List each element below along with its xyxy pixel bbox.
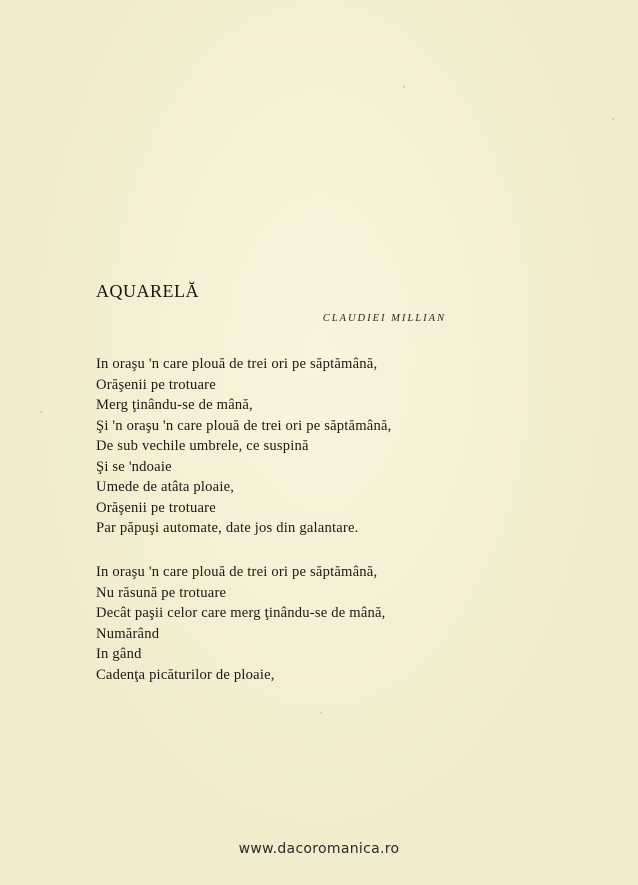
poem-line: Orăşenii pe trotuare bbox=[96, 376, 216, 393]
paper-speck bbox=[403, 86, 405, 88]
poem-author: CLAUDIEI MILLIAN bbox=[322, 313, 446, 324]
poem-line: Şi se 'ndoaie bbox=[96, 458, 172, 475]
poem-line: Nu răsună pe trotuare bbox=[96, 584, 227, 601]
stanza-2 bbox=[96, 562, 496, 685]
poem-line: Şi 'n oraşu 'n care plouă de trei ori pe săptămână, bbox=[96, 417, 392, 434]
poem-line: In gând bbox=[96, 646, 142, 662]
paper-speck bbox=[612, 118, 614, 120]
poem-line: In oraşu 'n care plouă de trei ori pe săptămână, bbox=[96, 356, 378, 372]
poem-line: Merg ţinându-se de mână, bbox=[96, 397, 253, 413]
footer-website: www.dacoromanica.ro bbox=[238, 841, 400, 857]
poem-line: Orăşenii pe trotuare bbox=[96, 499, 216, 516]
paper-speck bbox=[40, 411, 42, 413]
poem-line: Par păpuşi automate, date jos din galantare. bbox=[96, 520, 359, 536]
stanza-1 bbox=[96, 354, 496, 539]
paper-speck bbox=[320, 712, 322, 714]
poem-line: In oraşu 'n care plouă de trei ori pe săptămână, bbox=[96, 564, 378, 580]
poem-line: Numărând bbox=[96, 625, 160, 642]
poem-line: Umede de atâta ploaie, bbox=[96, 479, 235, 495]
poem-line: De sub vechile umbrele, ce suspină bbox=[96, 438, 309, 454]
poem-line: Cadenţa picăturilor de ploaie, bbox=[96, 666, 275, 683]
poem-title: AQUARELĂ bbox=[96, 281, 199, 301]
poem-line: Decât paşii celor care merg ţinându-se de mână, bbox=[96, 605, 386, 621]
